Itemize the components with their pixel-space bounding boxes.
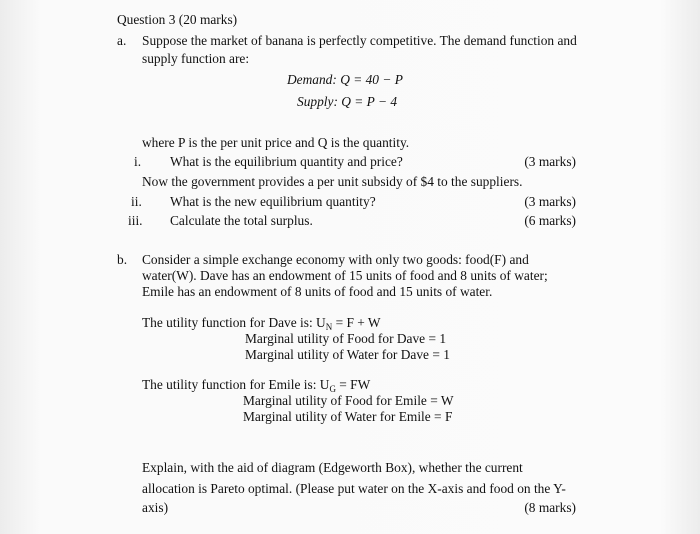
demand-equation — [287, 72, 403, 88]
explain-marks: (8 marks) — [524, 500, 576, 515]
emile-utility-suffix: = FW — [335, 377, 371, 392]
explain-line-3: axis) — [142, 500, 169, 515]
item-ii-marks: (3 marks) — [524, 194, 576, 209]
part-a-label: a. — [117, 33, 127, 48]
part-b-intro-line-3: Emile has an endowment of 8 units of food and 15 units of water. — [142, 284, 493, 299]
dave-mu-water: Marginal utility of Water for Dave = 1 — [245, 347, 450, 362]
item-iii-marks: (6 marks) — [524, 213, 576, 228]
emile-mu-food: Marginal utility of Food for Emile = W — [243, 393, 454, 408]
supply-equation — [297, 94, 397, 110]
dave-mu-food: Marginal utility of Food for Dave = 1 — [245, 331, 447, 346]
emile-mu-water: Marginal utility of Water for Emile = F — [243, 409, 453, 424]
subsidy-statement: Now the government provides a per unit subsidy of $4 to the suppliers. — [142, 174, 523, 189]
item-iii-text: Calculate the total surplus. — [170, 213, 313, 228]
emile-utility-prefix: The utility function for Emile is: U — [142, 377, 330, 392]
supply-label: Supply: — [297, 94, 338, 109]
demand-label: Demand: — [287, 72, 337, 87]
item-i-number: i. — [134, 154, 142, 169]
item-iii-number: iii. — [128, 213, 143, 228]
question-title: Question 3 (20 marks) — [117, 12, 238, 27]
dave-utility-suffix: = F + W — [332, 315, 381, 330]
part-b-intro-line-2: water(W). Dave has an endowment of 15 units of food and 8 units of water; — [142, 268, 548, 283]
part-a-intro-line-2: supply function are: — [142, 51, 250, 66]
dave-utility-prefix: The utility function for Dave is: U — [142, 315, 326, 330]
explain-line-2: allocation is Pareto optimal. (Please put water on the X-axis and food on the Y- — [142, 481, 566, 496]
item-ii-text: What is the new equilibrium quantity? — [170, 194, 376, 209]
supply-expression: Q = P − 4 — [341, 94, 398, 109]
part-b-intro-line-1: Consider a simple exchange economy with only two goods: food(F) and — [142, 252, 529, 267]
dave-utility-function — [142, 315, 381, 331]
emile-utility-subscript: G — [329, 384, 336, 394]
dave-utility-subscript: N — [325, 322, 333, 332]
emile-utility-function — [142, 377, 370, 393]
item-i-text: What is the equilibrium quantity and price? — [170, 154, 403, 169]
demand-expression: Q = 40 − P — [340, 72, 403, 87]
explain-line-1: Explain, with the aid of diagram (Edgeworth Box), whether the current — [142, 460, 523, 475]
item-i-marks: (3 marks) — [524, 154, 576, 169]
part-a-intro-line-1: Suppose the market of banana is perfectly competitive. The demand function and — [142, 33, 577, 48]
item-ii-number: ii. — [131, 194, 142, 209]
variable-definition: where P is the per unit price and Q is the quantity. — [142, 135, 410, 150]
part-b-label: b. — [117, 252, 128, 267]
